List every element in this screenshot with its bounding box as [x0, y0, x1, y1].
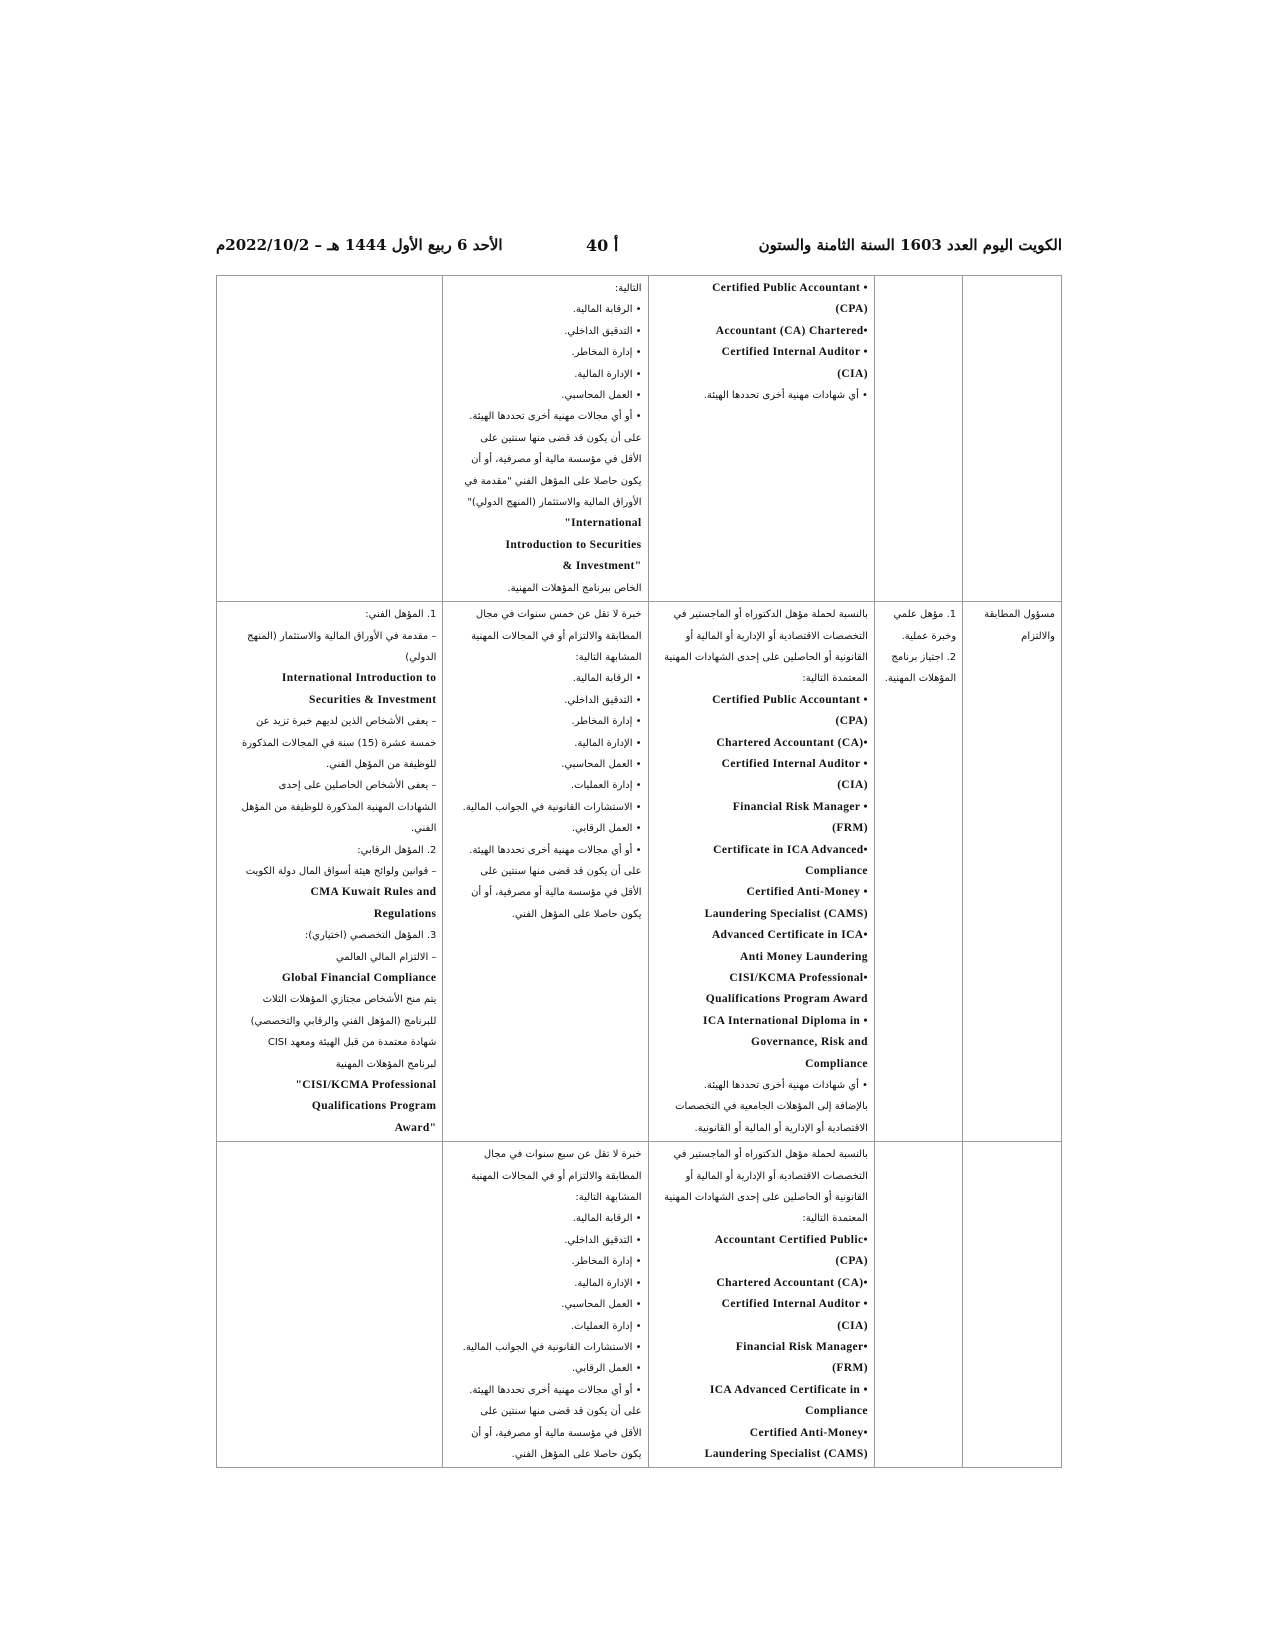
arabic-text-line: الدولي) — [405, 651, 437, 663]
english-text-line: Chartered Accountant (CA)• — [716, 736, 868, 749]
english-text-line: Introduction to Securities — [505, 538, 642, 551]
issue-date: الأحد 6 ربيع الأول 1444 هـ – 2022/10/2م — [216, 236, 503, 254]
arabic-text-line: • أي شهادات مهنية أخرى تحددها الهيئة. — [703, 390, 868, 402]
arabic-text-line: بالنسبة لحملة مؤهل الدكتوراه أو الماجستير في — [673, 609, 868, 621]
requirements-cell — [874, 276, 962, 602]
arabic-text-line: • أو أي مجالات مهنية أخرى تحددها الهيئة. — [469, 1384, 642, 1396]
english-text-line: Laundering Specialist (CAMS) — [704, 907, 868, 920]
arabic-text-line: • الاستشارات القانونية في الجوانب المالية. — [462, 801, 642, 813]
arabic-text-line: 1. المؤهل الفني: — [365, 609, 437, 621]
arabic-text-line: المعتمدة التالية: — [802, 1213, 868, 1225]
arabic-text-line: 3. المؤهل التخصصي (اختياري): — [304, 930, 437, 942]
arabic-text-line: المؤهلات المهنية. — [884, 673, 957, 685]
requirements-cell — [874, 1142, 962, 1468]
english-text-line: (CPA) — [835, 303, 868, 316]
arabic-text-line: للبرنامج (المؤهل الفني والرقابي والتخصصي) — [250, 1015, 437, 1027]
arabic-text-line: • الاستشارات القانونية في الجوانب المالية. — [462, 1341, 642, 1353]
arabic-text-line: • الإدارة المالية. — [574, 737, 642, 749]
arabic-text-line: بالنسبة لحملة مؤهل الدكتوراه أو الماجستير في — [673, 1149, 868, 1161]
arabic-text-line: • العمل المحاسبي. — [561, 390, 642, 402]
arabic-text-line: • الإدارة المالية. — [574, 1277, 642, 1289]
english-text-line: CMA Kuwait Rules and — [310, 886, 437, 899]
page-header — [216, 236, 1062, 262]
arabic-text-line: – يعفى الأشخاص الحاصلين على إحدى — [278, 780, 437, 792]
certificates-cell — [648, 276, 874, 602]
arabic-text-line: – يعفى الأشخاص الذين لديهم خبرة تزيد عن — [256, 716, 437, 728]
arabic-text-line: الفني. — [411, 823, 437, 835]
qualifications-table — [216, 275, 1062, 1468]
arabic-text-line: المطابقة والالتزام أو في المجالات المهنية — [471, 1170, 642, 1182]
arabic-text-line: الاقتصادية أو الإدارية أو المالية أو القانونية. — [694, 1122, 868, 1134]
gazette-issue: الكويت اليوم العدد 1603 السنة الثامنة والستون — [758, 236, 1062, 254]
experience-cell — [443, 276, 648, 602]
arabic-text-line: المشابهة التالية: — [575, 651, 642, 663]
arabic-text-line: • العمل الرقابي. — [571, 1363, 642, 1375]
arabic-text-line: بالإضافة إلى المؤهلات الجامعية في التخصصات — [675, 1101, 868, 1113]
english-text-line: Certified Anti-Money• — [749, 1426, 868, 1439]
english-text-line: Accountant (CA) Chartered• — [715, 324, 868, 337]
english-text-line: Advanced Certificate in ICA• — [711, 929, 868, 942]
english-text-line: (CIA) — [837, 1319, 868, 1332]
arabic-text-line: • الرقابة المالية. — [572, 673, 642, 685]
english-text-line: Accountant Certified Public• — [714, 1233, 868, 1246]
english-text-line: (FRM) — [832, 822, 868, 835]
arabic-text-line: المعتمدة التالية: — [802, 673, 868, 685]
arabic-text-line: • إدارة العمليات. — [570, 1320, 642, 1332]
arabic-text-line: • التدقيق الداخلي. — [564, 694, 642, 706]
qualifications-cell — [217, 1142, 443, 1468]
english-text-line: Financial Risk Manager• — [735, 1340, 868, 1353]
arabic-text-line: • الإدارة المالية. — [574, 368, 642, 380]
page-number: 40 أ — [586, 236, 619, 255]
arabic-text-line: خبرة لا تقل عن سبع سنوات في مجال — [483, 1149, 642, 1161]
english-text-line: Compliance — [805, 864, 868, 877]
arabic-text-line: خبرة لا تقل عن خمس سنوات في مجال — [475, 609, 642, 621]
arabic-text-line: والالتزام — [1021, 630, 1055, 642]
english-text-line: Securities & Investment — [309, 693, 437, 706]
arabic-text-line: القانونية أو الحاصلين على إحدى الشهادات المهنية — [664, 651, 868, 663]
arabic-text-line: الأوراق المالية والاستثمار (المنهج الدولي)" — [467, 497, 642, 509]
arabic-text-line: شهادة معتمدة من قبل الهيئة ومعهد CISI — [267, 1037, 437, 1049]
arabic-text-line: • العمل الرقابي. — [571, 823, 642, 835]
arabic-text-line: • أو أي مجالات مهنية أخرى تحددها الهيئة. — [469, 844, 642, 856]
qualifications-cell — [217, 276, 443, 602]
arabic-text-line: الشهادات المهنية المذكورة للوظيفة من المؤهل — [241, 801, 437, 813]
arabic-text-line: للوظيفة من المؤهل الفني. — [325, 758, 437, 770]
english-text-line: ICA International Diploma in • — [703, 1014, 868, 1027]
table-row — [217, 602, 1062, 1142]
english-text-line: ICA Advanced Certificate in • — [709, 1383, 868, 1396]
arabic-text-line: • العمل المحاسبي. — [561, 1299, 642, 1311]
english-text-line: (FRM) — [832, 1362, 868, 1375]
arabic-text-line: التخصصات الاقتصادية أو الإدارية أو المالية أو — [685, 1170, 868, 1182]
certificates-cell — [648, 602, 874, 1142]
arabic-text-line: القانونية أو الحاصلين على إحدى الشهادات المهنية — [664, 1192, 868, 1204]
arabic-text-line: الخاص ببرنامج المؤهلات المهنية. — [507, 582, 642, 594]
arabic-text-line: خمسة عشرة (15) سنة في المجالات المذكورة — [241, 737, 437, 749]
english-text-line: "CISI/KCMA Professional — [295, 1079, 437, 1092]
english-text-line: Certified Public Accountant • — [712, 282, 868, 294]
qualifications-cell — [217, 602, 443, 1142]
requirements-cell — [874, 602, 962, 1142]
arabic-text-line: المشابهة التالية: — [575, 1192, 642, 1204]
english-text-line: Compliance — [805, 1057, 868, 1070]
arabic-text-line: • أي شهادات مهنية أخرى تحددها الهيئة. — [703, 1080, 868, 1092]
arabic-text-line: يكون حاصلا على المؤهل الفني "مقدمة في — [464, 475, 642, 487]
arabic-text-line: التالية: — [614, 283, 642, 294]
position-cell — [963, 276, 1062, 602]
english-text-line: Qualifications Program — [311, 1100, 437, 1113]
arabic-text-line: • إدارة العمليات. — [570, 780, 642, 792]
arabic-text-line: – مقدمة في الأوراق المالية والاستثمار (المنهج — [247, 630, 437, 642]
english-text-line: CISI/KCMA Professional• — [729, 972, 868, 984]
arabic-text-line: 2. المؤهل الرقابي: — [357, 844, 437, 856]
english-text-line: Certified Internal Auditor • — [721, 346, 868, 359]
arabic-text-line: لبرنامج المؤهلات المهنية — [335, 1058, 437, 1070]
arabic-text-line: الأقل في مؤسسة مالية أو مصرفية، أو أن — [471, 454, 642, 466]
english-text-line: International Introduction to — [281, 672, 437, 685]
arabic-text-line: • أو أي مجالات مهنية أخرى تحددها الهيئة. — [469, 411, 642, 423]
arabic-text-line: • إدارة المخاطر. — [571, 716, 642, 728]
arabic-text-line: الأقل في مؤسسة مالية أو مصرفية، أو أن — [471, 887, 642, 899]
arabic-text-line: 1. مؤهل علمي — [893, 609, 957, 621]
arabic-text-line: • إدارة المخاطر. — [571, 1256, 642, 1268]
english-text-line: (CPA) — [835, 1255, 868, 1268]
english-text-line: Anti Money Laundering — [740, 950, 868, 963]
english-text-line: Certified Anti-Money • — [746, 886, 868, 899]
english-text-line: Certified Internal Auditor • — [721, 757, 868, 770]
arabic-text-line: – الالتزام المالي العالمي — [335, 951, 437, 963]
english-text-line: "International — [564, 517, 642, 530]
english-text-line: Governance, Risk and — [750, 1036, 868, 1049]
position-cell — [963, 602, 1062, 1142]
experience-cell — [443, 1142, 648, 1468]
arabic-text-line: على أن يكون قد قضى منها سنتين على — [480, 865, 642, 877]
english-text-line: Global Financial Compliance — [281, 972, 437, 984]
english-text-line: Laundering Specialist (CAMS) — [704, 1447, 868, 1460]
english-text-line: Certified Internal Auditor • — [721, 1298, 868, 1311]
arabic-text-line: 2. اجتياز برنامج — [891, 651, 957, 663]
position-cell — [963, 1142, 1062, 1468]
arabic-text-line: يكون حاصلا على المؤهل الفني. — [511, 1448, 642, 1460]
experience-cell — [443, 602, 648, 1142]
arabic-text-line: الأقل في مؤسسة مالية أو مصرفية، أو أن — [471, 1427, 642, 1439]
arabic-text-line: وخبرة عملية. — [901, 630, 957, 642]
english-text-line: (CIA) — [837, 779, 868, 792]
certificates-cell — [648, 1142, 874, 1468]
english-text-line: Chartered Accountant (CA)• — [716, 1276, 868, 1289]
english-text-line: (CIA) — [837, 367, 868, 380]
english-text-line: Certificate in ICA Advanced• — [713, 843, 868, 856]
arabic-text-line: مسؤول المطابقة — [984, 609, 1055, 621]
arabic-text-line: على أن يكون قد قضى منها سنتين على — [480, 432, 642, 444]
arabic-text-line: • التدقيق الداخلي. — [564, 1234, 642, 1246]
table-row — [217, 276, 1062, 602]
table-row — [217, 1142, 1062, 1468]
english-text-line: Compliance — [805, 1405, 868, 1418]
arabic-text-line: – قوانين ولوائح هيئة أسواق المال دولة الكويت — [245, 865, 437, 877]
arabic-text-line: • العمل المحاسبي. — [561, 758, 642, 770]
english-text-line: & Investment" — [562, 560, 642, 573]
arabic-text-line: المطابقة والالتزام أو في المجالات المهنية — [471, 630, 642, 642]
english-text-line: (CPA) — [835, 715, 868, 728]
arabic-text-line: يكون حاصلا على المؤهل الفني. — [511, 908, 642, 920]
english-text-line: Qualifications Program Award — [705, 993, 868, 1006]
arabic-text-line: • الرقابة المالية. — [572, 304, 642, 316]
arabic-text-line: على أن يكون قد قضى منها سنتين على — [480, 1406, 642, 1418]
arabic-text-line: • الرقابة المالية. — [572, 1213, 642, 1225]
english-text-line: Certified Public Accountant • — [712, 693, 868, 706]
arabic-text-line: التخصصات الاقتصادية أو الإدارية أو المالية أو — [685, 630, 868, 642]
arabic-text-line: يتم منح الأشخاص مجتازي المؤهلات الثلاث — [262, 994, 437, 1006]
english-text-line: Regulations — [373, 907, 437, 920]
english-text-line: Financial Risk Manager • — [732, 800, 868, 813]
english-text-line: Award" — [394, 1121, 437, 1134]
arabic-text-line: • التدقيق الداخلي. — [564, 325, 642, 337]
arabic-text-line: • إدارة المخاطر. — [571, 347, 642, 359]
